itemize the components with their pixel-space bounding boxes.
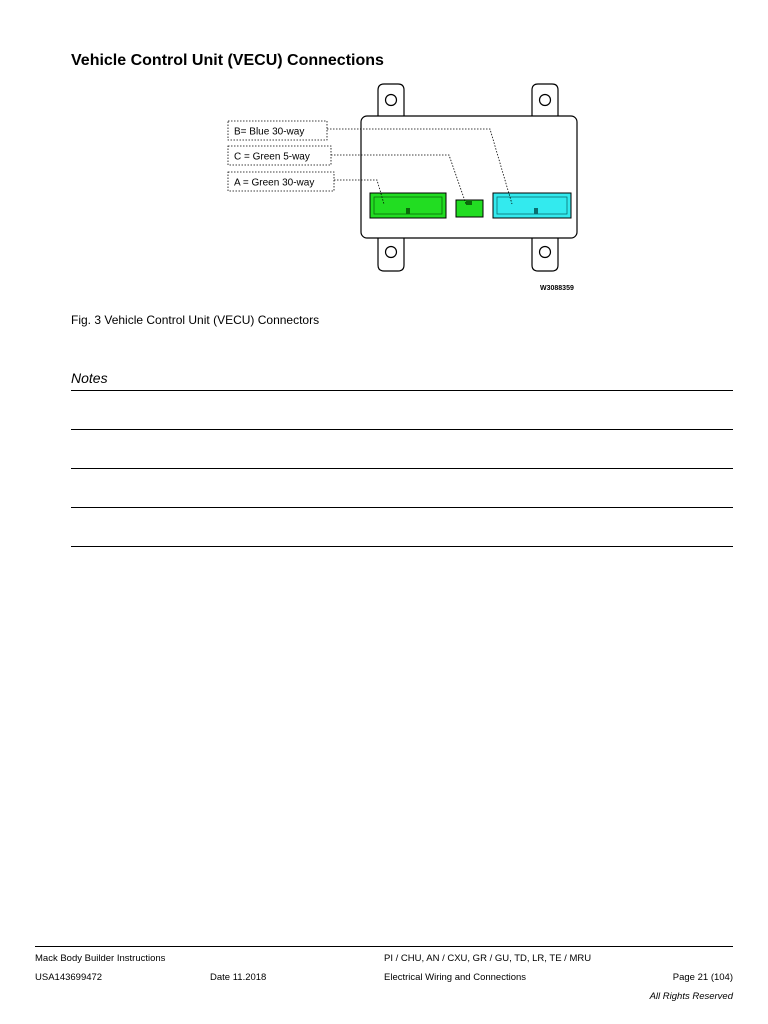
notes-line	[71, 390, 733, 391]
footer-doc-title: Mack Body Builder Instructions	[35, 953, 166, 964]
mount-hole-bottom-left	[386, 247, 397, 258]
figure-code: W3088359	[540, 285, 574, 292]
label-a: A = Green 30-way	[234, 177, 315, 189]
footer-date: Date 11.2018	[210, 972, 267, 983]
footer-doc-number: USA143699472	[35, 972, 103, 983]
notes-line	[71, 429, 733, 430]
mount-hole-top-right	[540, 95, 551, 106]
label-b: B= Blue 30-way	[234, 126, 305, 138]
footer-models: PI / CHU, AN / CXU, GR / GU, TD, LR, TE / MRU	[384, 953, 592, 964]
label-c: C = Green 5-way	[234, 151, 310, 163]
mount-hole-top-left	[386, 95, 397, 106]
notes-heading: Notes	[71, 370, 108, 386]
vecu-housing	[361, 116, 577, 238]
footer-section: Electrical Wiring and Connections	[384, 972, 527, 983]
notes-line	[71, 468, 733, 469]
vecu-diagram	[220, 80, 585, 295]
notes-line	[71, 507, 733, 508]
footer-rights: All Rights Reserved	[649, 991, 733, 1002]
footer-rule	[35, 946, 733, 947]
footer-page-number: Page 21 (104)	[672, 972, 733, 983]
page-title: Vehicle Control Unit (VECU) Connections	[71, 52, 384, 69]
vecu-connectors-figure	[220, 80, 585, 295]
notes-line	[71, 546, 733, 547]
mount-hole-bottom-right	[540, 247, 551, 258]
figure-caption: Fig. 3 Vehicle Control Unit (VECU) Connectors	[71, 313, 320, 327]
